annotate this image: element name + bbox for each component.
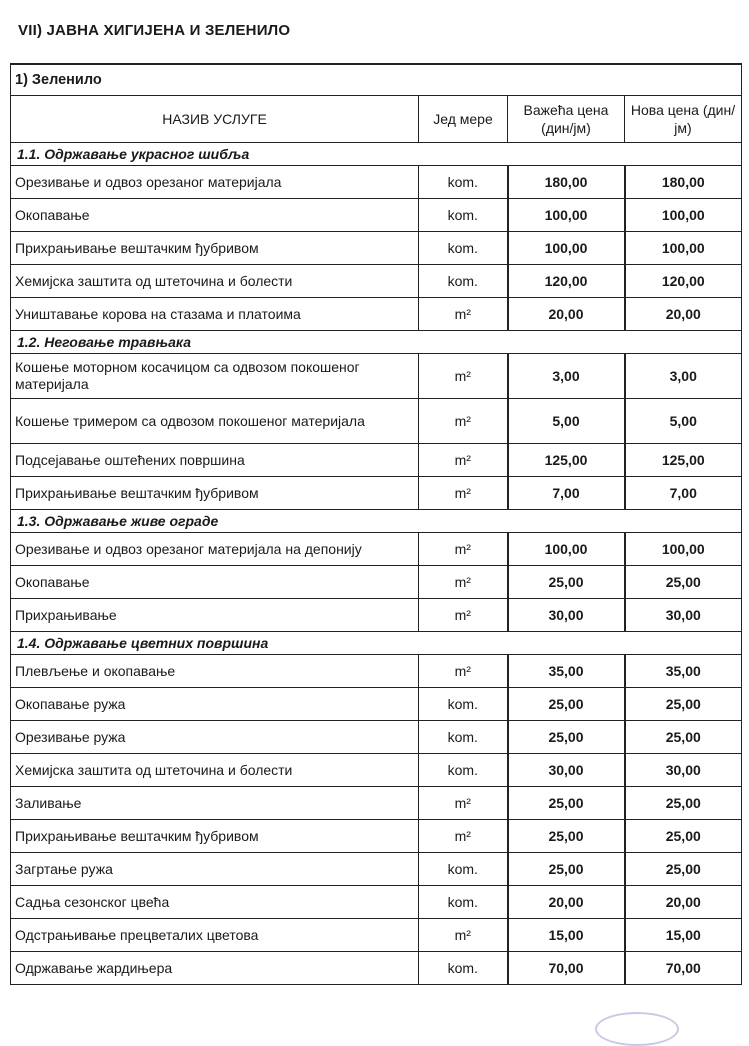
current-price: 100,00 bbox=[508, 232, 625, 265]
unit-of-measure: m² bbox=[419, 655, 508, 688]
new-price: 25,00 bbox=[625, 688, 742, 721]
current-price: 35,00 bbox=[508, 655, 625, 688]
new-price: 25,00 bbox=[625, 853, 742, 886]
new-price: 35,00 bbox=[625, 655, 742, 688]
new-price: 25,00 bbox=[625, 820, 742, 853]
subsection-row bbox=[11, 143, 742, 166]
current-price: 3,00 bbox=[508, 354, 625, 399]
new-price: 20,00 bbox=[625, 298, 742, 331]
unit-of-measure: kom. bbox=[419, 265, 508, 298]
table-row bbox=[11, 787, 742, 820]
unit-of-measure: m² bbox=[419, 399, 508, 444]
unit-of-measure: kom. bbox=[419, 199, 508, 232]
table-header-row bbox=[11, 96, 742, 143]
service-name: Кошење моторном косачицом са одвозом покошеног материјала bbox=[11, 354, 419, 399]
unit-of-measure: m² bbox=[419, 354, 508, 399]
table-row bbox=[11, 477, 742, 510]
price-table bbox=[10, 63, 742, 985]
table-row bbox=[11, 688, 742, 721]
table-row bbox=[11, 199, 742, 232]
new-price: 100,00 bbox=[625, 533, 742, 566]
table-row bbox=[11, 566, 742, 599]
service-name: Заливање bbox=[11, 787, 419, 820]
current-price: 100,00 bbox=[508, 533, 625, 566]
unit-of-measure: kom. bbox=[419, 688, 508, 721]
unit-of-measure: m² bbox=[419, 919, 508, 952]
unit-of-measure: kom. bbox=[419, 754, 508, 787]
service-name: Одстрањивање прецветалих цветова bbox=[11, 919, 419, 952]
current-price: 5,00 bbox=[508, 399, 625, 444]
unit-of-measure: m² bbox=[419, 787, 508, 820]
subsection-row bbox=[11, 632, 742, 655]
current-price: 7,00 bbox=[508, 477, 625, 510]
table-row bbox=[11, 298, 742, 331]
new-price: 25,00 bbox=[625, 787, 742, 820]
new-price: 20,00 bbox=[625, 886, 742, 919]
current-price: 25,00 bbox=[508, 566, 625, 599]
new-price: 100,00 bbox=[625, 199, 742, 232]
current-price: 15,00 bbox=[508, 919, 625, 952]
table-row bbox=[11, 166, 742, 199]
table-row bbox=[11, 533, 742, 566]
document-heading: VII) ЈАВНА ХИГИЈЕНА И ЗЕЛЕНИЛО bbox=[18, 22, 291, 39]
subsection-title: 1.1. Одржавање украсног шибља bbox=[11, 143, 742, 166]
table-row bbox=[11, 820, 742, 853]
service-name: Плевљење и окопавање bbox=[11, 655, 419, 688]
stamp-mark bbox=[595, 1012, 679, 1046]
unit-of-measure: kom. bbox=[419, 952, 508, 985]
table-row bbox=[11, 599, 742, 632]
unit-of-measure: m² bbox=[419, 566, 508, 599]
table-row bbox=[11, 721, 742, 754]
service-name: Прихрањивање bbox=[11, 599, 419, 632]
service-name: Окопавање bbox=[11, 199, 419, 232]
current-price: 25,00 bbox=[508, 721, 625, 754]
table-row bbox=[11, 444, 742, 477]
table-row bbox=[11, 853, 742, 886]
current-price: 125,00 bbox=[508, 444, 625, 477]
unit-of-measure: kom. bbox=[419, 232, 508, 265]
subsection-title: 1.2. Неговање травњака bbox=[11, 331, 742, 354]
new-price: 70,00 bbox=[625, 952, 742, 985]
unit-of-measure: m² bbox=[419, 444, 508, 477]
subsection-row bbox=[11, 331, 742, 354]
section-title-row bbox=[11, 64, 742, 96]
table-row bbox=[11, 886, 742, 919]
table-row bbox=[11, 265, 742, 298]
table-row bbox=[11, 919, 742, 952]
unit-of-measure: kom. bbox=[419, 721, 508, 754]
column-header-name: НАЗИВ УСЛУГЕ bbox=[11, 96, 419, 143]
service-name: Прихрањивање вештачким ђубривом bbox=[11, 232, 419, 265]
service-name: Хемијска заштита од штеточина и болести bbox=[11, 265, 419, 298]
price-table-body bbox=[11, 64, 742, 985]
unit-of-measure: m² bbox=[419, 298, 508, 331]
service-name: Прихрањивање вештачким ђубривом bbox=[11, 820, 419, 853]
table-row bbox=[11, 952, 742, 985]
table-row bbox=[11, 354, 742, 399]
table-row bbox=[11, 655, 742, 688]
current-price: 30,00 bbox=[508, 599, 625, 632]
table-row bbox=[11, 232, 742, 265]
service-name: Подсејавање оштећених површина bbox=[11, 444, 419, 477]
new-price: 15,00 bbox=[625, 919, 742, 952]
new-price: 100,00 bbox=[625, 232, 742, 265]
current-price: 25,00 bbox=[508, 688, 625, 721]
unit-of-measure: m² bbox=[419, 820, 508, 853]
subsection-title: 1.4. Одржавање цветних површина bbox=[11, 632, 742, 655]
new-price: 7,00 bbox=[625, 477, 742, 510]
unit-of-measure: m² bbox=[419, 477, 508, 510]
service-name: Загртање ружа bbox=[11, 853, 419, 886]
unit-of-measure: m² bbox=[419, 533, 508, 566]
subsection-title: 1.3. Одржавање живе ограде bbox=[11, 510, 742, 533]
current-price: 70,00 bbox=[508, 952, 625, 985]
unit-of-measure: m² bbox=[419, 599, 508, 632]
new-price: 25,00 bbox=[625, 566, 742, 599]
service-name: Хемијска заштита од штеточина и болести bbox=[11, 754, 419, 787]
new-price: 25,00 bbox=[625, 721, 742, 754]
new-price: 180,00 bbox=[625, 166, 742, 199]
column-header-unit: Јед мере bbox=[419, 96, 508, 143]
current-price: 30,00 bbox=[508, 754, 625, 787]
service-name: Орезивање ружа bbox=[11, 721, 419, 754]
new-price: 5,00 bbox=[625, 399, 742, 444]
current-price: 100,00 bbox=[508, 199, 625, 232]
column-header-new-price: Нова цена (дин/јм) bbox=[625, 96, 742, 143]
service-name: Орезивање и одвоз орезаног материјала bbox=[11, 166, 419, 199]
unit-of-measure: kom. bbox=[419, 166, 508, 199]
table-row bbox=[11, 754, 742, 787]
current-price: 25,00 bbox=[508, 820, 625, 853]
table-row bbox=[11, 399, 742, 444]
service-name: Кошење тримером са одвозом покошеног материјала bbox=[11, 399, 419, 444]
unit-of-measure: kom. bbox=[419, 886, 508, 919]
current-price: 20,00 bbox=[508, 298, 625, 331]
new-price: 30,00 bbox=[625, 599, 742, 632]
new-price: 3,00 bbox=[625, 354, 742, 399]
service-name: Орезивање и одвоз орезаног материјала на депонију bbox=[11, 533, 419, 566]
section-title: 1) Зеленило bbox=[11, 64, 742, 96]
service-name: Одржавање жардињера bbox=[11, 952, 419, 985]
unit-of-measure: kom. bbox=[419, 853, 508, 886]
current-price: 20,00 bbox=[508, 886, 625, 919]
new-price: 120,00 bbox=[625, 265, 742, 298]
current-price: 120,00 bbox=[508, 265, 625, 298]
subsection-row bbox=[11, 510, 742, 533]
service-name: Уништавање корова на стазама и платоима bbox=[11, 298, 419, 331]
service-name: Садња сезонског цвећа bbox=[11, 886, 419, 919]
current-price: 180,00 bbox=[508, 166, 625, 199]
service-name: Окопавање bbox=[11, 566, 419, 599]
new-price: 30,00 bbox=[625, 754, 742, 787]
service-name: Прихрањивање вештачким ђубривом bbox=[11, 477, 419, 510]
current-price: 25,00 bbox=[508, 853, 625, 886]
current-price: 25,00 bbox=[508, 787, 625, 820]
service-name: Окопавање ружа bbox=[11, 688, 419, 721]
column-header-current-price: Важећа цена (дин/јм) bbox=[508, 96, 625, 143]
new-price: 125,00 bbox=[625, 444, 742, 477]
